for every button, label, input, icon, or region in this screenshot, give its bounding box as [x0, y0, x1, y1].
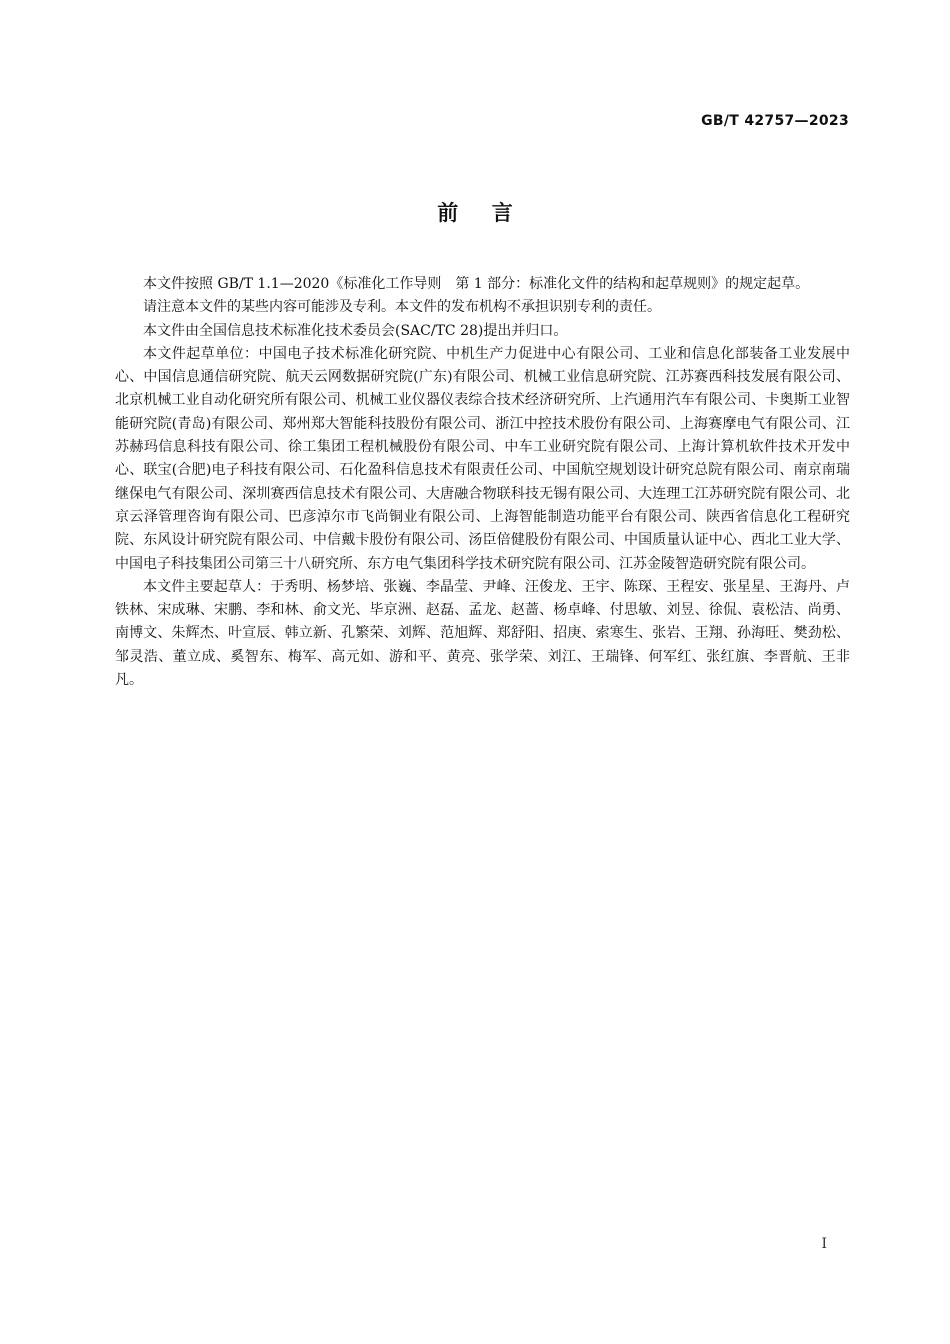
- standard-code: GB/T 42757—2023: [701, 113, 849, 129]
- paragraph-drafting-rules: 本文件按照 GB/T 1.1—2020《标准化工作导则 第 1 部分：标准化文件的结构和起草规则》的规定起草。: [143, 276, 810, 292]
- page-number: I: [821, 1236, 827, 1252]
- paragraph-drafters: 本文件主要起草人：于秀明、杨梦培、张巍、李晶莹、尹峰、汪俊龙、王宇、陈琛、王程安、张星星、王海丹、卢铁林、宋成琳、宋鹏、李和林、俞文光、毕京洲、赵磊、孟龙、赵蔷、杨卓峰、付思敏、刘昱、徐侃、袁松洁、尚勇、南博文、朱辉杰、叶宣辰、韩立新、孔繁荣、刘辉、范旭辉、郑舒阳、招庚、索寒生、张岩、王翔、孙海旺、樊劲松、邹灵浩、董立成、奚智东、梅军、高元如、游和平、黄亮、张学荣、刘江、王瑞锋、何军红、张红旗、李晋航、王非凡。: [115, 578, 850, 689]
- paragraph-proposer: 本文件由全国信息技术标准化技术委员会(SAC/TC 28)提出并归口。: [143, 322, 568, 339]
- paragraph-patent-notice: 请注意本文件的某些内容可能涉及专利。本文件的发布机构不承担识别专利的责任。: [143, 299, 661, 316]
- paragraph-drafting-units: 本文件起草单位：中国电子技术标准化研究院、中机生产力促进中心有限公司、工业和信息化部装备工业发展中心、中国信息通信研究院、航天云网数据研究院(广东)有限公司、机械工业信息研究院、江苏赛西科技发展有限公司、北京机械工业自动化研究所有限公司、机械工业仪器仪表综合技术经济研究所、上汽通用汽车有限公司、卡奥斯工业智能研究院(青岛)有限公司、郑州郑大智能科技股份有限公司、浙江中控技术股份有限公司、上海赛摩电气有限公司、江苏赫玛信息科技有限公司、徐工集团工程机械股份有限公司、中车工业研究院有限公司、上海计算机软件技术开发中心、联宝(合肥)电子科技有限公司、石化盈科信息技术有限责任公司、中国航空规划设计研究总院有限公司、南京南瑞继保电气有限公司、深圳赛西信息技术有限公司、大唐融合物联科技无锡有限公司、大连理工江苏研究院有限公司、北京云泽管理咨询有限公司、巴彦淖尔市飞尚铜业有限公司、上海智能制造功能平台有限公司、陕西省信息化工程研究院、东风设计研究院有限公司、中信戴卡股份有限公司、汤臣倍健股份有限公司、中国质量认证中心、西北工业大学、中国电子科技集团公司第三十八研究所、东方电气集团科学技术研究院有限公司、江苏金陵智造研究院有限公司。: [115, 345, 850, 572]
- foreword-body: [115, 273, 850, 692]
- page-title: 前言: [437, 201, 547, 225]
